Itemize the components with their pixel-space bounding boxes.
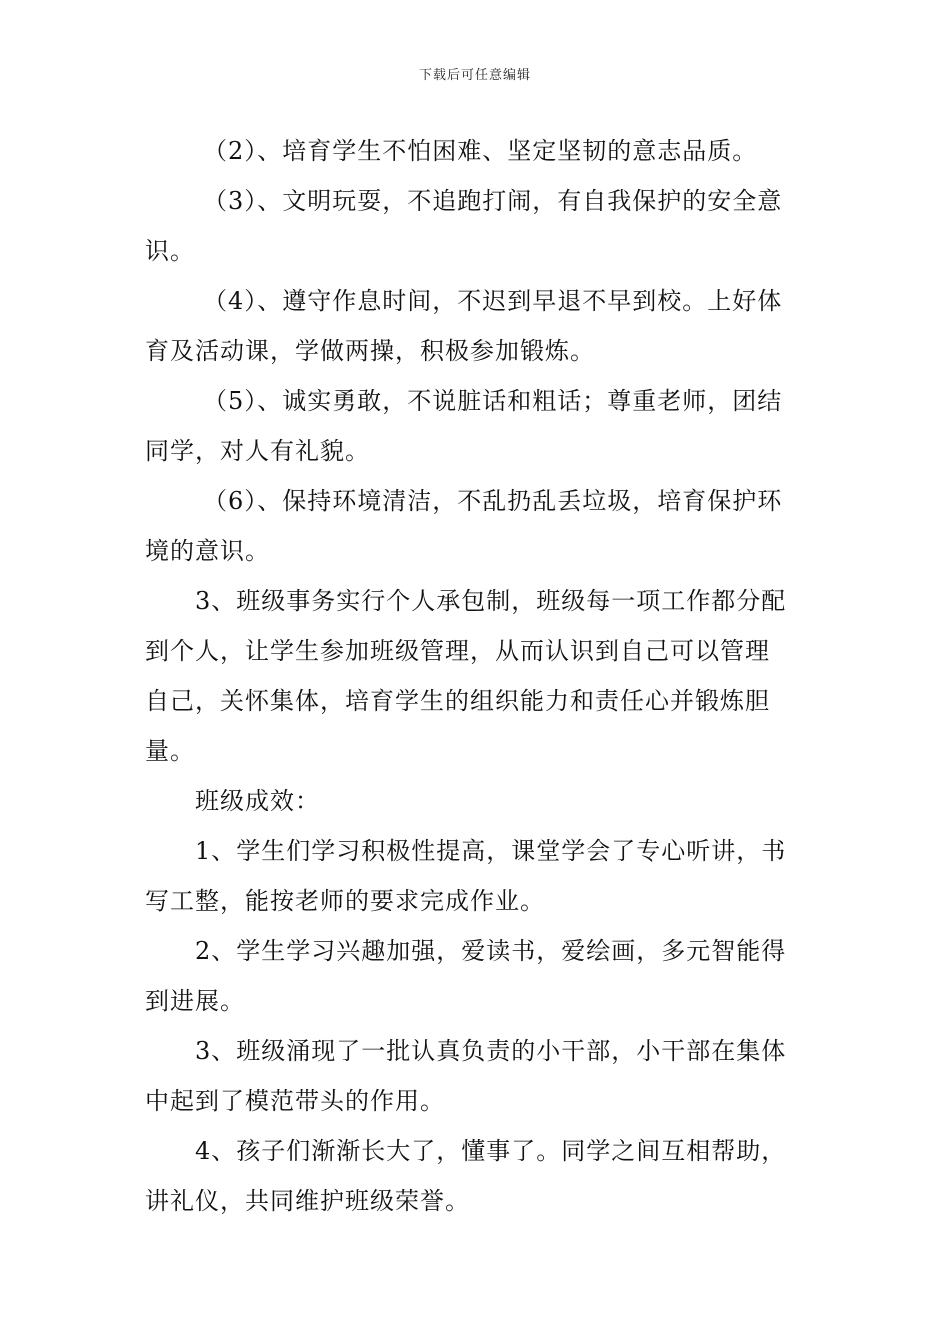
text-line: 同学，对人有礼貌。 [145,437,370,465]
text-line: （4）、遵守作息时间，不迟到早退不早到校。上好体 [203,287,783,315]
text-line: 量。 [145,737,195,765]
text-line: 2、学生学习兴趣加强，爱读书，爱绘画，多元智能得 [195,937,787,965]
text-line: 讲礼仪，共同维护班级荣誉。 [145,1187,470,1215]
text-line: （2）、培育学生不怕困难、坚定坚韧的意志品质。 [203,137,758,165]
text-line: 境的意识。 [145,537,270,565]
text-line: 中起到了模范带头的作用。 [145,1087,445,1115]
page-header: 下载后可任意编辑 [418,68,531,83]
text-line: （6）、保持环境清洁，不乱扔乱丢垃圾，培育保护环 [203,487,783,515]
document-body [145,126,807,1226]
text-line: 到个人，让学生参加班级管理，从而认识到自己可以管理 [145,637,770,665]
text-line: 识。 [145,237,195,265]
text-line: 自己，关怀集体，培育学生的组织能力和责任心并锻炼胆 [145,687,770,715]
text-line: （3）、文明玩耍，不追跑打闹，有自我保护的安全意 [203,187,783,215]
text-line: 1、学生们学习积极性提高，课堂学会了专心听讲，书 [195,837,787,865]
text-line: 写工整，能按老师的要求完成作业。 [145,887,545,915]
text-line: 3、班级事务实行个人承包制，班级每一项工作都分配 [195,587,787,615]
section-heading: 班级成效： [195,787,320,815]
text-line: 3、班级涌现了一批认真负责的小干部，小干部在集体 [195,1037,787,1065]
text-line: 到进展。 [145,987,245,1015]
text-line: 育及活动课，学做两操，积极参加锻炼。 [145,337,595,365]
text-line: （5）、诚实勇敢，不说脏话和粗话；尊重老师，团结 [203,387,783,415]
text-line: 4、孩子们渐渐长大了，懂事了。同学之间互相帮助， [195,1137,787,1165]
